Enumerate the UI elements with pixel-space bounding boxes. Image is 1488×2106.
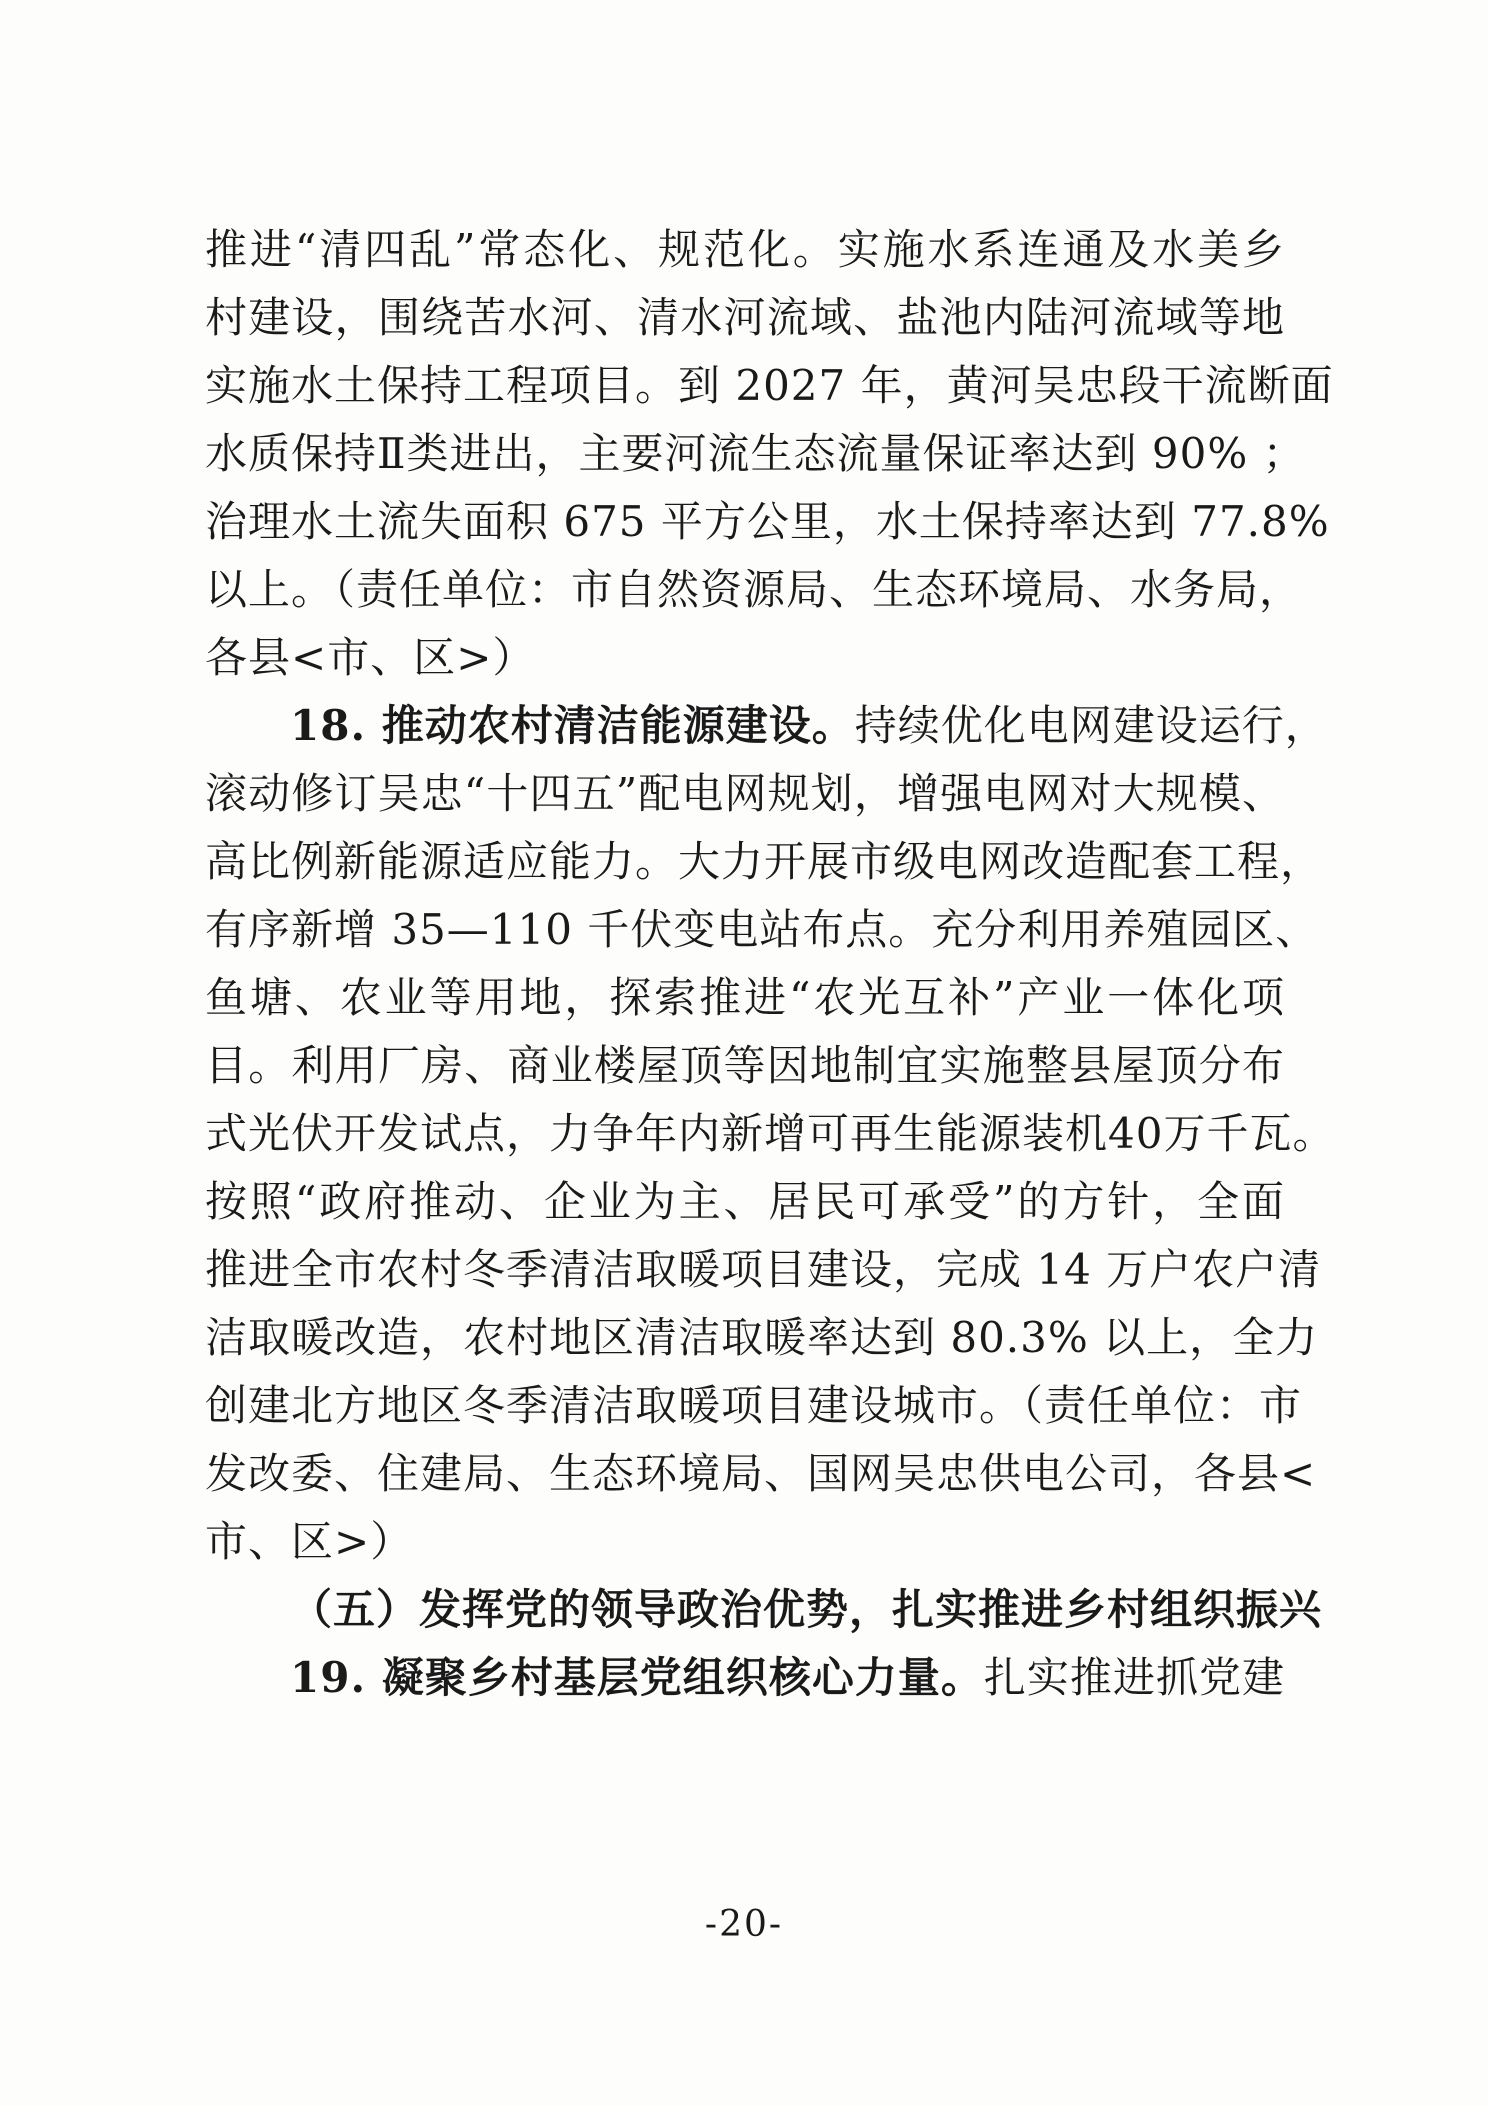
paragraph-line: 治理水土流失面积 675 平方公里，水土保持率达到 77.8% (205, 497, 1330, 546)
item-18-first-line (290, 696, 1328, 756)
item-18-first-line-rest: 持续优化电网建设运行， (854, 701, 1328, 750)
item-19-first-line-rest: 扎实推进抓党建 (983, 1653, 1285, 1702)
paragraph-line: 按照“政府推动、企业为主、居民可承受”的方针，全面 (205, 1177, 1285, 1226)
paragraph-line: 村建设，围绕苦水河、清水河流域、盐池内陆河流域等地 (205, 293, 1285, 342)
section-heading: （五）发挥党的领导政治优势，扎实推进乡村组织振兴 (290, 1585, 1323, 1634)
paragraph-line: 实施水土保持工程项目。到 2027 年，黄河吴忠段干流断面 (205, 361, 1334, 410)
paragraph-line: 各县<市、区>） (205, 633, 536, 682)
paragraph-line: 以上。（责任单位：市自然资源局、生态环境局、水务局， (205, 565, 1303, 614)
item-19-heading: 19. 凝聚乡村基层党组织核心力量。 (290, 1653, 984, 1702)
paragraph-line: 洁取暖改造，农村地区清洁取暖率达到 80.3% 以上，全力 (205, 1313, 1319, 1362)
paragraph-line: 高比例新能源适应能力。大力开展市级电网改造配套工程， (205, 837, 1324, 886)
paragraph-line: 推进“清四乱”常态化、规范化。实施水系连通及水美乡 (205, 225, 1285, 274)
paragraph-line: 创建北方地区冬季清洁取暖项目建设城市。（责任单位：市 (205, 1381, 1303, 1430)
paragraph-line: 滚动修订吴忠“十四五”配电网规划，增强电网对大规模、 (205, 769, 1285, 818)
paragraph-line: 有序新增 35—110 千伏变电站布点。充分利用养殖园区、 (205, 905, 1319, 954)
paragraph-line: 鱼塘、农业等用地，探索推进“农光互补”产业一体化项 (205, 973, 1285, 1022)
paragraph-line: 推进全市农村冬季清洁取暖项目建设，完成 14 万户农户清 (205, 1245, 1322, 1294)
page-number: -20- (704, 1904, 784, 1945)
paragraph-line: 水质保持Ⅱ类进出，主要河流生态流量保证率达到 90% ； (205, 429, 1306, 478)
paragraph-line: 目。利用厂房、商业楼屋顶等因地制宜实施整县屋顶分布 (205, 1041, 1285, 1090)
paragraph-line: 式光伏开发试点，力争年内新增可再生能源装机40万千瓦。 (205, 1109, 1336, 1158)
paragraph-line: 市、区>） (205, 1517, 414, 1566)
item-19-first-line (290, 1648, 1285, 1708)
item-18-heading: 18. 推动农村清洁能源建设。 (290, 701, 855, 750)
paragraph-line: 发改委、住建局、生态环境局、国网吴忠供电公司，各县< (205, 1449, 1317, 1498)
